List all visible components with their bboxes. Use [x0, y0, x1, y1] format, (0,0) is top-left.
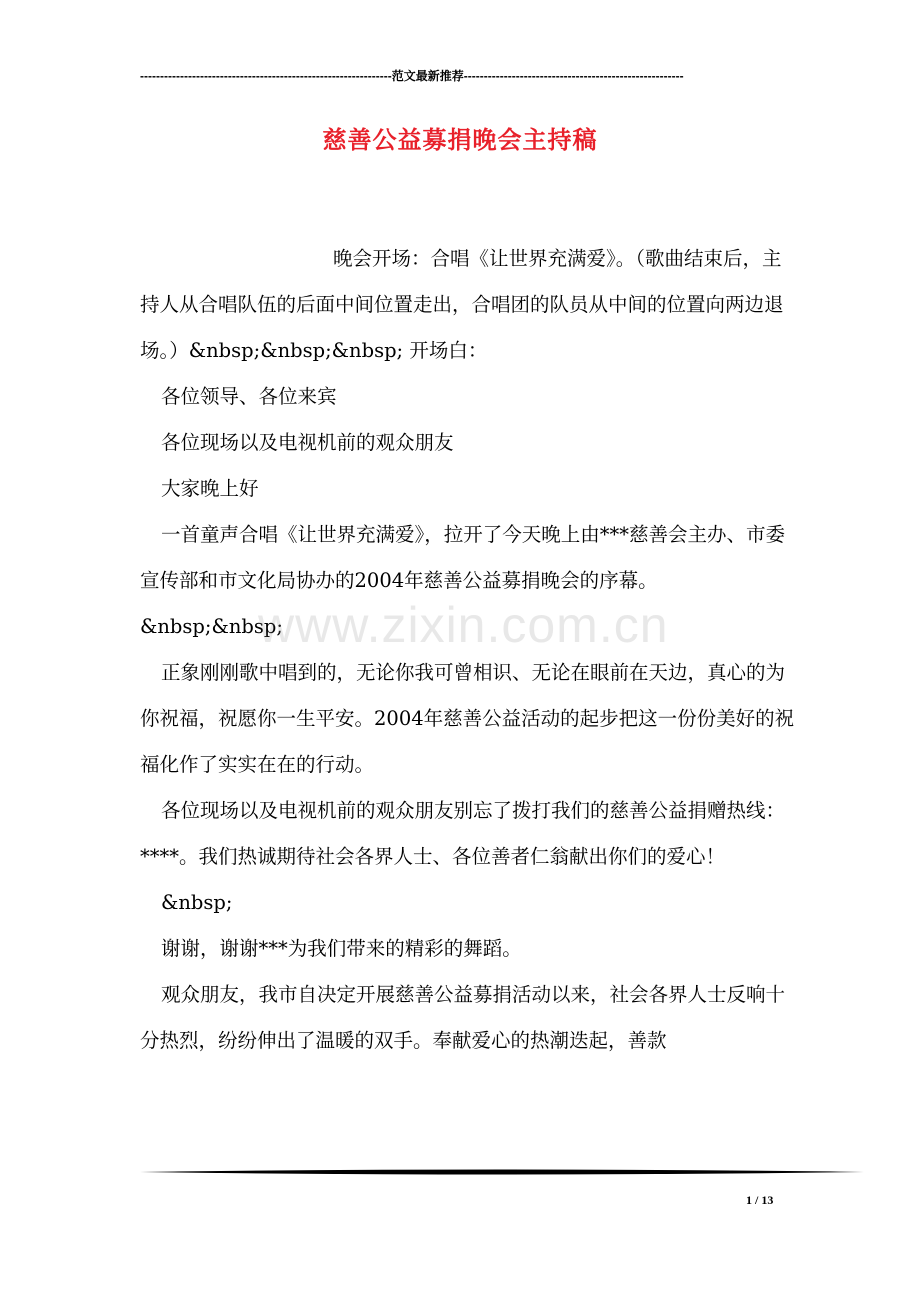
document-body	[140, 236, 800, 1064]
header-left-dashes: ---------------------------------------------------------------	[140, 69, 392, 83]
paragraph-thanks: 谢谢，谢谢***为我们带来的精彩的舞蹈。	[161, 937, 522, 960]
paragraph-response: 观众朋友，我市自决定开展慈善公益募捐活动以来，社会各界人士反响十分热烈，纷纷伸出了温暖的双手。奉献爱心的热潮迭起，善款	[140, 983, 786, 1052]
paragraph-hotline: 各位现场以及电视机前的观众朋友别忘了拨打我们的慈善公益捐赠热线：****。我们热诚期待社会各界人士、各位善者仁翁献出你们的爱心！	[140, 799, 786, 868]
paragraph-nbsp-1: &nbsp;&nbsp;	[140, 615, 283, 638]
paragraph-nbsp-2: &nbsp;	[161, 891, 233, 914]
document-title: 慈善公益募捐晚会主持稿	[322, 125, 598, 154]
paragraph-intro: 一首童声合唱《让世界充满爱》，拉开了今天晚上由***慈善会主办、市委宣传部和市文化局协办的2004年慈善公益募捐晚会的序幕。	[140, 523, 786, 592]
page-number: 1 / 13	[746, 1193, 774, 1207]
paragraph-greeting-leaders: 各位领导、各位来宾	[161, 385, 337, 408]
watermark: www.zixin.com.cn	[258, 597, 669, 653]
page-header	[140, 68, 768, 84]
footer-divider	[140, 1168, 864, 1176]
header-right-dashes: -------------------------------------------------------	[463, 69, 684, 83]
paragraph-greeting-evening: 大家晚上好	[161, 477, 259, 500]
header-label: 范文最新推荐	[391, 69, 464, 83]
paragraph-opening: 晚会开场：合唱《让世界充满爱》。（歌曲结束后，主持人从合唱队伍的后面中间位置走出，合唱团的队员从中间的位置向两边退场。）&nbsp;&nbsp;&nbsp; 开场白：	[140, 247, 784, 362]
paragraph-song: 正象刚刚歌中唱到的，无论你我可曾相识、无论在眼前在天边，真心的为你祝福，祝愿你一生平安。2004年慈善公益活动的起步把这一份份美好的祝福化作了实实在在的行动。	[140, 661, 795, 776]
paragraph-greeting-audience: 各位现场以及电视机前的观众朋友	[161, 431, 454, 454]
